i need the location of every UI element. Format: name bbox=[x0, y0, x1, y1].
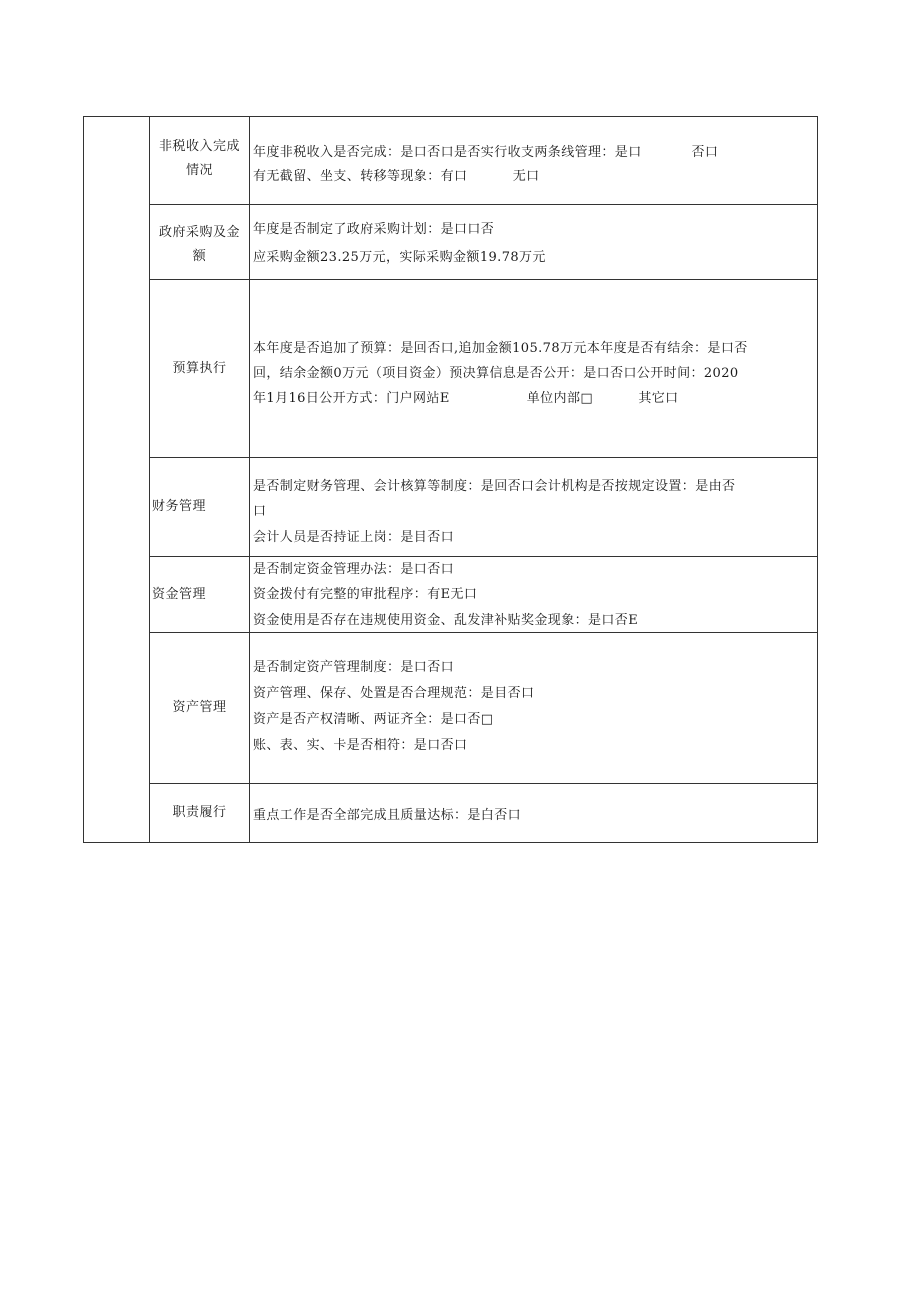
row-label-line: 职责履行 bbox=[172, 805, 227, 820]
row-label-line: 预算执行 bbox=[172, 360, 227, 376]
row-label bbox=[150, 557, 250, 632]
row-label bbox=[150, 280, 250, 457]
content-line: 是否制定资产管理制度：是口否口 bbox=[253, 660, 455, 675]
row-label bbox=[150, 784, 250, 842]
content-line: 资产是否产权清晰、两证齐全：是口否□ bbox=[253, 712, 494, 727]
row-label bbox=[150, 458, 250, 556]
content-line: 有无截留、坐支、转移等现象：有口 无口 bbox=[253, 169, 540, 184]
content-line: 资金拨付有完整的审批程序：有E无口 bbox=[253, 587, 478, 602]
content-line: 口 bbox=[253, 504, 267, 519]
content-line: 年度是否制定了政府采购计划：是口口否 bbox=[253, 222, 495, 237]
row-content bbox=[251, 557, 813, 632]
table-row bbox=[150, 117, 817, 205]
row-label-line: 额 bbox=[192, 249, 207, 264]
row-content bbox=[251, 633, 813, 783]
row-label-line: 财务管理 bbox=[152, 499, 207, 514]
content-line: 是否制定资金管理办法：是口否口 bbox=[253, 562, 455, 577]
table-row bbox=[150, 557, 817, 633]
row-label bbox=[150, 633, 250, 783]
table-row bbox=[150, 633, 817, 784]
content-line: 账、表、实、卡是否相符：是口否口 bbox=[253, 738, 468, 753]
content-line: 重点工作是否全部完成且质量达标：是白否口 bbox=[253, 808, 522, 823]
row-label bbox=[150, 117, 250, 204]
content-line: 回，结余金额0万元（项目资金）预决算信息是否公开：是口否口公开时间：2020 bbox=[253, 366, 739, 381]
content-line: 资产管理、保存、处置是否合理规范：是目否口 bbox=[253, 686, 535, 701]
row-content bbox=[251, 205, 813, 279]
row-label-line: 政府采购及金 bbox=[158, 225, 240, 240]
category-column bbox=[84, 117, 150, 842]
content-line: 资金使用是否存在违规使用资金、乱发津补贴奖金现象：是口否E bbox=[253, 613, 639, 628]
row-content bbox=[251, 280, 813, 457]
content-line: 是否制定财务管理、会计核算等制度：是回否口会计机构是否按规定设置：是由否 bbox=[253, 479, 736, 494]
table-row bbox=[150, 205, 817, 280]
row-content bbox=[251, 458, 813, 556]
content-line: 年度非税收入是否完成：是口否口是否实行收支两条线管理：是口 否口 bbox=[253, 145, 719, 160]
table-row bbox=[150, 280, 817, 458]
table-row bbox=[150, 458, 817, 557]
row-label-line: 资产管理 bbox=[172, 700, 227, 715]
row-label bbox=[150, 205, 250, 279]
row-content bbox=[251, 117, 813, 204]
row-content bbox=[251, 784, 813, 842]
row-label-line: 资金管理 bbox=[152, 586, 207, 602]
table-row bbox=[150, 784, 817, 842]
row-label-line: 非税收入完成 bbox=[158, 138, 240, 154]
row-label-line: 情况 bbox=[185, 162, 213, 178]
content-line: 会计人员是否持证上岗：是目否口 bbox=[253, 530, 455, 545]
content-line: 年1月16日公开方式：门户网站E 单位内部□ 其它口 bbox=[253, 391, 679, 406]
evaluation-table bbox=[83, 116, 818, 843]
content-line: 应采购金额23.25万元，实际采购金额19.78万元 bbox=[253, 250, 546, 265]
content-line: 本年度是否追加了预算：是回否口,追加金额105.78万元本年度是否有结余：是口否 bbox=[253, 341, 748, 356]
